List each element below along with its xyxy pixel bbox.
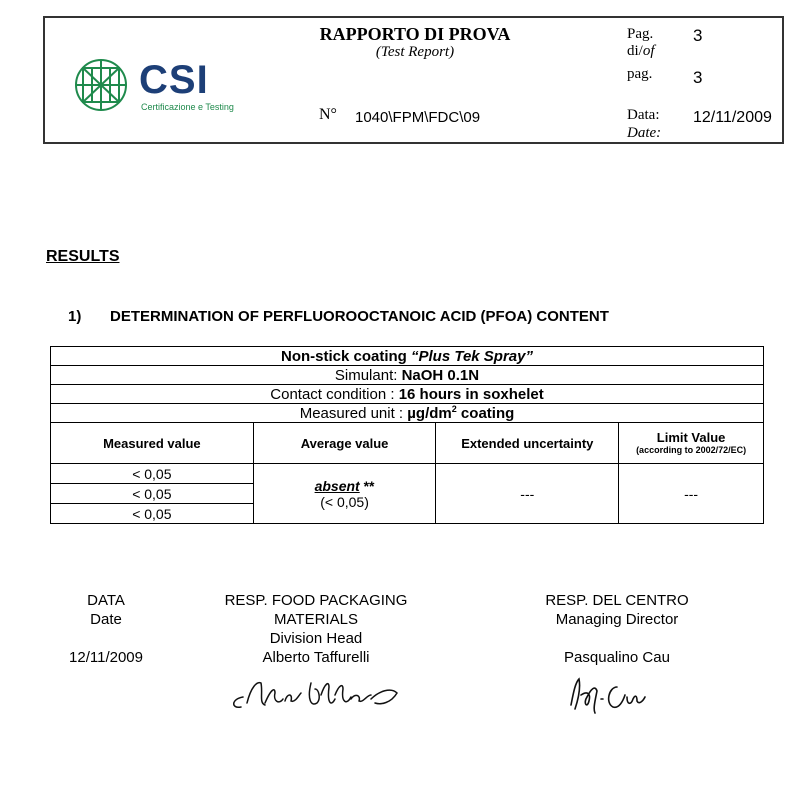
page-label-di: di/: [627, 43, 643, 59]
signature-date: 12/11/2009: [69, 649, 143, 666]
date-value: 12/11/2009: [693, 109, 772, 126]
food-name: Alberto Taffurelli: [262, 649, 370, 666]
table-row: [51, 366, 764, 385]
results-heading: RESULTS: [46, 248, 120, 265]
simulant-label: Simulant:: [334, 366, 402, 384]
unit-value-base: µg/dm: [407, 405, 452, 422]
food-role: Division Head: [269, 630, 363, 647]
measured-value: < 0,05: [51, 504, 254, 524]
unit-cell: [51, 404, 764, 423]
centro-role: Managing Director: [555, 611, 679, 628]
section-title: DETERMINATION OF PERFLUOROOCTANOIC ACID (PFOA) CONTENT: [110, 308, 609, 325]
simulant-value: NaOH 0.1N: [401, 366, 480, 384]
page-label-of: of: [642, 43, 655, 59]
date-label-en: Date:: [627, 125, 662, 141]
csi-logo: [71, 56, 241, 116]
table-row: [51, 347, 764, 366]
report-subtitle: (Test Report): [375, 44, 455, 60]
contact-value: 16 hours in soxhelet: [398, 385, 544, 403]
report-title: RAPPORTO DI PROVA: [319, 24, 511, 44]
csi-logo-word: CSI: [139, 58, 209, 102]
contact-label: Contact condition :: [270, 385, 399, 403]
food-title-1: RESP. FOOD PACKAGING: [224, 592, 408, 609]
signature-centro-block: [512, 591, 722, 722]
limit-value: ---: [619, 464, 764, 524]
table-row: [51, 385, 764, 404]
simulant-cell: [51, 366, 764, 385]
unit-suffix: coating: [456, 405, 515, 422]
col-average: Average value: [253, 423, 436, 464]
product-prefix: Non-stick coating: [280, 347, 411, 365]
food-title-2: MATERIALS: [274, 611, 358, 628]
average-stars: **: [359, 477, 375, 494]
unit-sup: 2: [451, 404, 457, 414]
handwritten-signature-cau: [557, 673, 677, 717]
unit-value: [407, 405, 514, 422]
handwritten-signature-taffurelli: [221, 673, 411, 717]
report-number-value: 1040\FPM\FDC\09: [355, 109, 481, 126]
date-title: DATA: [87, 592, 125, 609]
average-word: absent: [314, 477, 360, 494]
col-limit: [619, 423, 764, 464]
col-limit-note: (according to 2002/72/EC): [636, 444, 747, 455]
page-number: 3: [693, 26, 703, 45]
average-value: (< 0,05): [320, 493, 369, 510]
date-label-it: Data:: [627, 107, 660, 123]
contact-cell: [51, 385, 764, 404]
signature-food-block: [196, 591, 436, 722]
page-label: [627, 26, 655, 60]
centro-title: RESP. DEL CENTRO: [545, 592, 689, 609]
report-number-label: N°: [319, 106, 337, 123]
centro-name: Pasqualino Cau: [564, 649, 670, 666]
page-total-label: pag.: [627, 66, 653, 82]
report-header: [43, 16, 784, 144]
signature-date-block: [56, 591, 156, 667]
measured-value: < 0,05: [51, 484, 254, 504]
unit-label: Measured unit :: [299, 405, 408, 422]
col-limit-label: Limit Value: [656, 429, 726, 445]
page-total: 3: [693, 68, 703, 87]
table-header-row: [51, 423, 764, 464]
csi-emblem-icon: [71, 56, 135, 114]
uncertainty-value: ---: [436, 464, 619, 524]
page-label-pag: Pag.: [627, 26, 654, 42]
product-cell: [51, 347, 764, 366]
section-number: 1): [68, 308, 82, 325]
measured-value: < 0,05: [51, 464, 254, 484]
csi-logo-tagline: Certificazione e Testing: [141, 102, 234, 112]
date-label: [627, 106, 661, 142]
average-value-cell: [253, 464, 436, 524]
product-name: “Plus Tek Spray”: [411, 347, 533, 365]
table-row: [51, 404, 764, 423]
date-title-en: Date: [90, 611, 122, 628]
col-measured: Measured value: [51, 423, 254, 464]
col-uncertainty: Extended uncertainty: [436, 423, 619, 464]
results-table: [50, 346, 764, 524]
table-row: [51, 464, 764, 484]
